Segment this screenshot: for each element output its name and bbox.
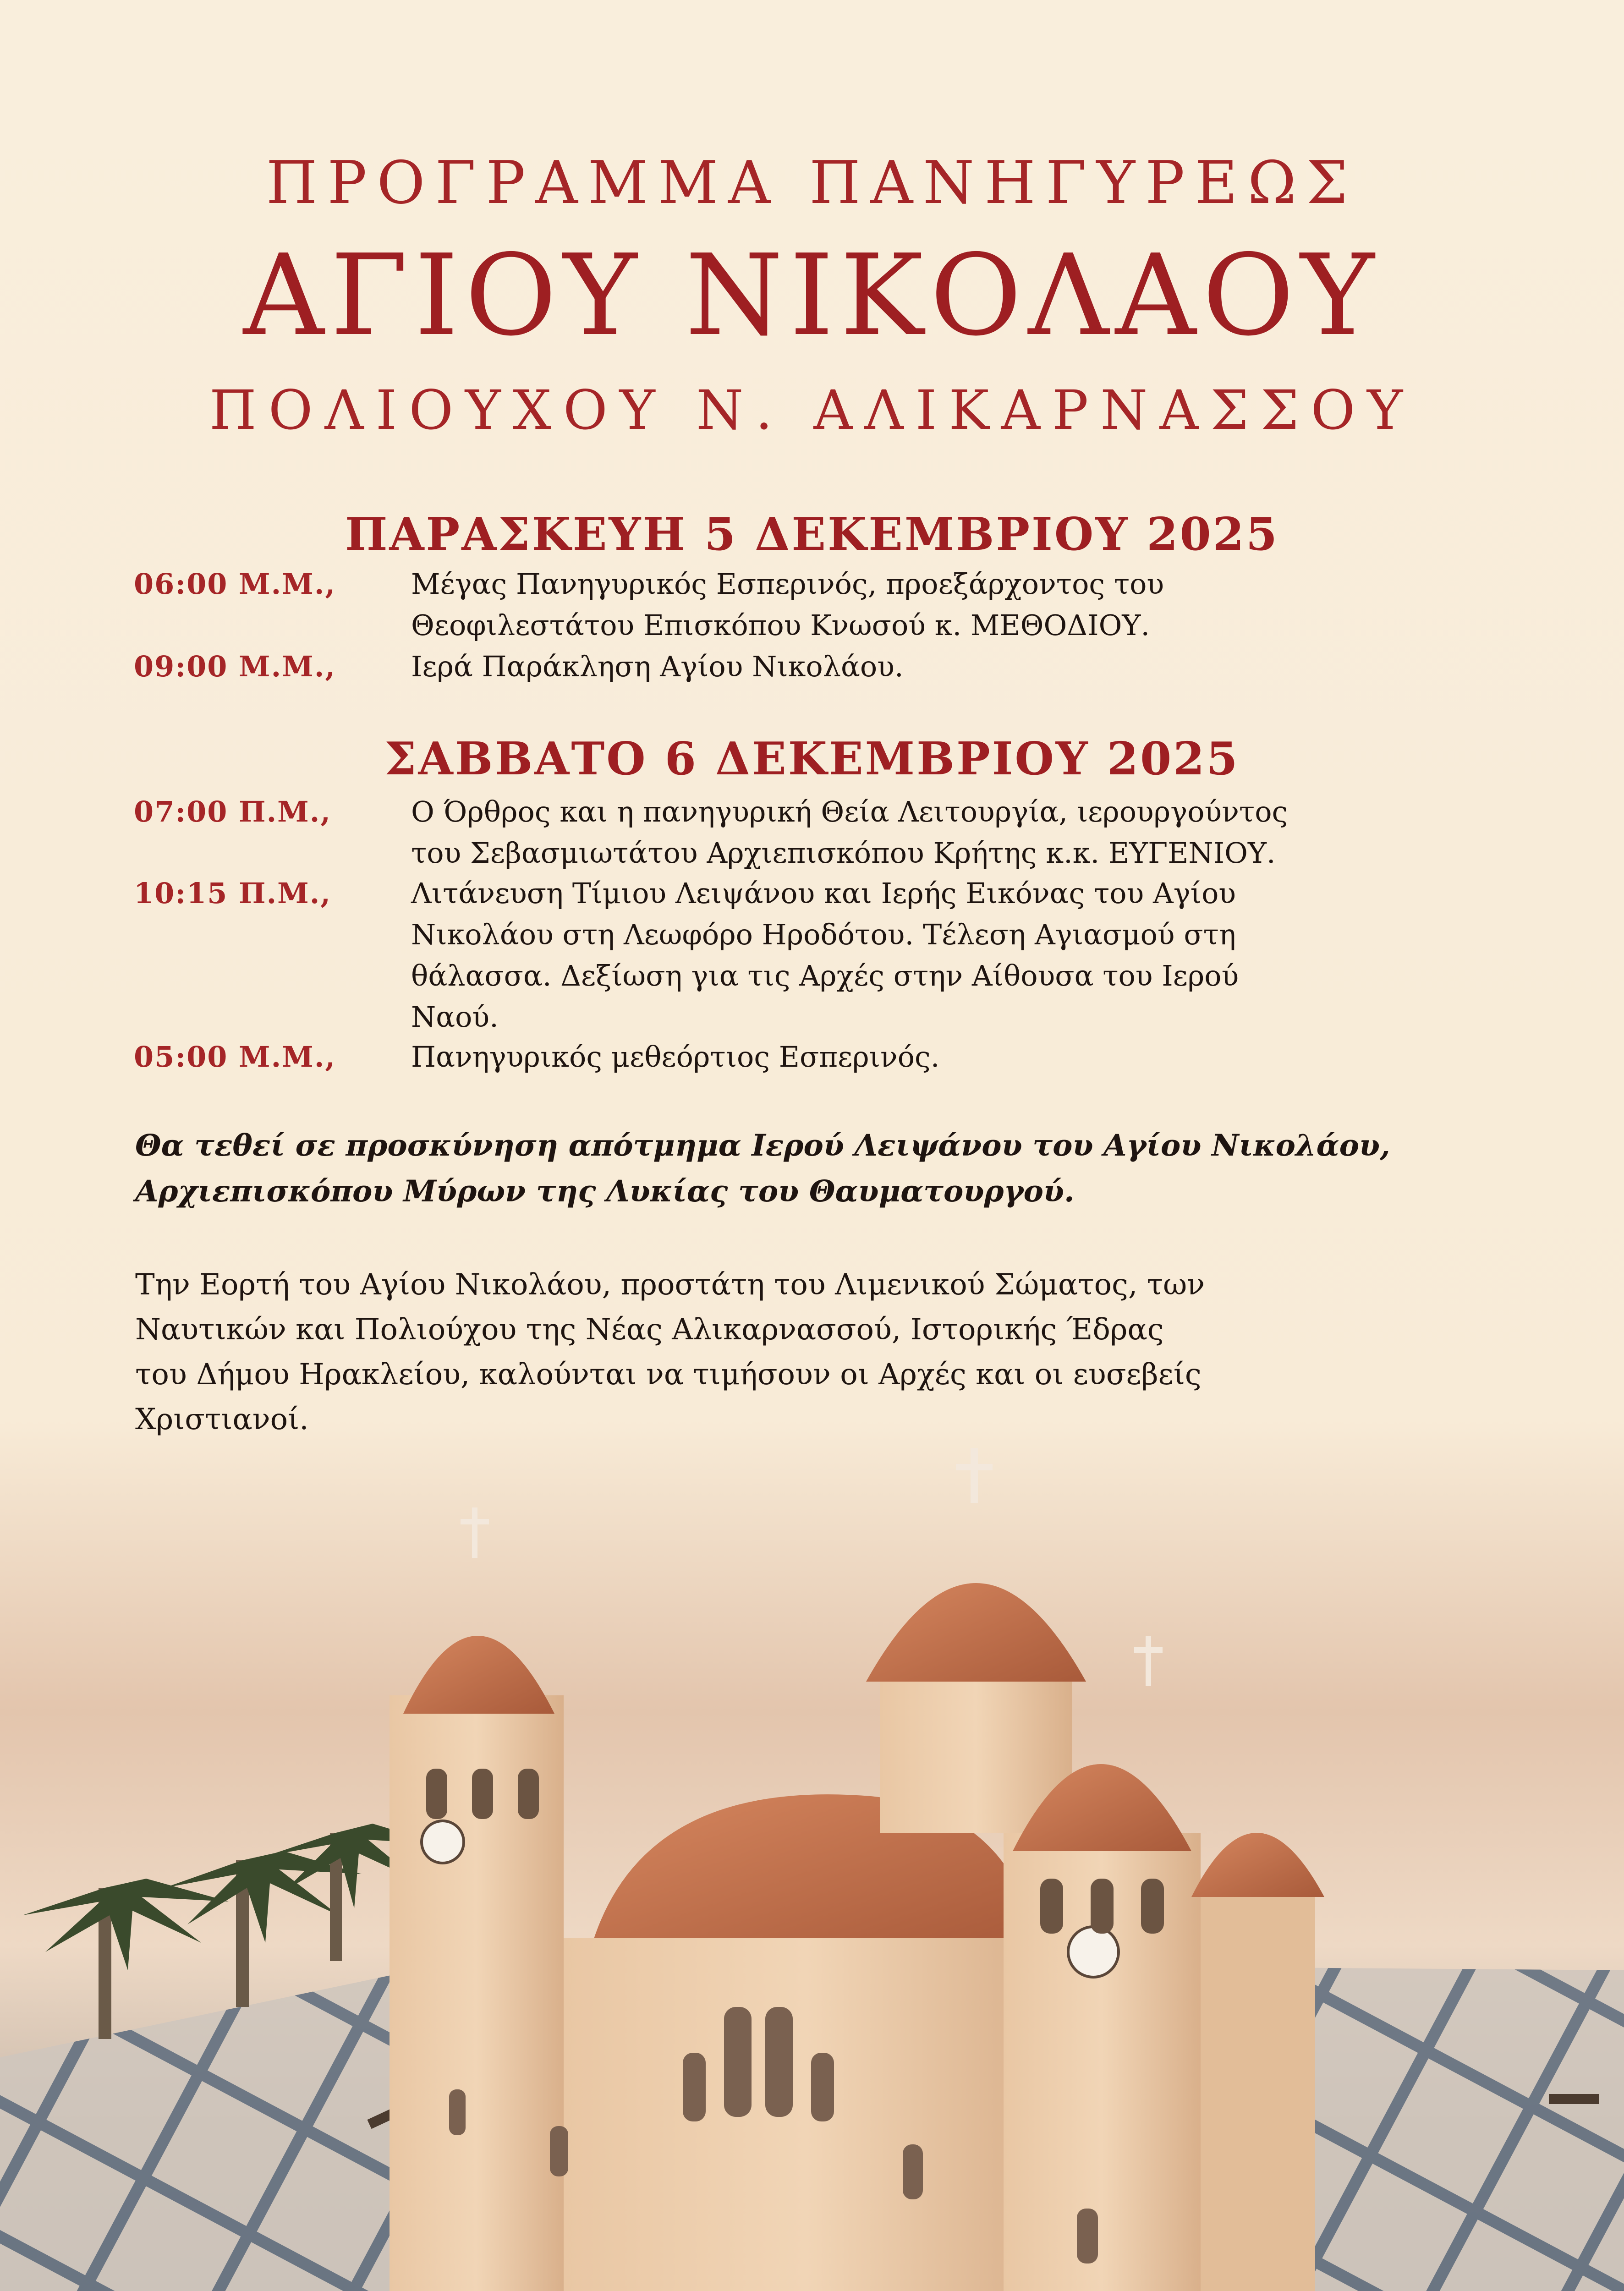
patron-subtitle: ΠΟΛΙΟΥΧΟΥ Ν. ΑΛΙΚΑΡΝΑΣΣΟΥ bbox=[209, 378, 1415, 442]
event-time: 09:00 Μ.Μ., bbox=[134, 650, 336, 683]
day1-title: ΠΑΡΑΣΚΕΥΗ 5 ΔΕΚΕΜΒΡΙΟΥ 2025 bbox=[345, 508, 1279, 561]
program-title: ΠΡΟΓΡΑΜΜΑ ΠΑΝΗΓΥΡΕΩΣ bbox=[266, 149, 1358, 217]
event-description bbox=[411, 1036, 1479, 1078]
saint-name-title: ΑΓΙΟΥ ΝΙΚΟΛΑΟΥ bbox=[243, 230, 1381, 361]
event-line: Λιτάνευση Τίμιου Λειψάνου και Ιερής Εικόνας του Αγίου bbox=[411, 877, 1236, 910]
relic-announcement bbox=[135, 1123, 1510, 1214]
invitation-line: Χριστιανοί. bbox=[135, 1403, 309, 1436]
church-photo bbox=[0, 1420, 1624, 2291]
poster-header bbox=[0, 147, 1624, 444]
day2-title: ΣΑΒΒΑΤΟ 6 ΔΕΚΕΜΒΡΙΟΥ 2025 bbox=[384, 733, 1240, 785]
event-line: Νικολάου στη Λεωφόρο Ηροδότου. Τέλεση Αγιασμού στη bbox=[411, 918, 1236, 951]
event-line: Θεοφιλεστάτου Επισκόπου Κνωσού κ. ΜΕΘΟΔΙΟΥ. bbox=[411, 608, 1150, 642]
invitation-paragraph bbox=[135, 1262, 1464, 1442]
invitation-line: του Δήμου Ηρακλείου, καλούνται να τιμήσουν οι Αρχές και οι ευσεβείς bbox=[135, 1358, 1202, 1392]
event-line: του Σεβασμιωτάτου Αρχιεπισκόπου Κρήτης κ.κ. ΕΥΓΕΝΙΟΥ. bbox=[411, 836, 1276, 870]
invitation-line: Ναυτικών και Πολιούχου της Νέας Αλικαρνασσού, Ιστορικής Έδρας bbox=[135, 1313, 1164, 1347]
event-line: Μέγας Πανηγυρικός Εσπερινός, προεξάρχοντος του bbox=[411, 567, 1164, 601]
event-time: 05:00 Μ.Μ., bbox=[134, 1040, 336, 1074]
event-line: Ο Όρθρος και η πανηγυρική Θεία Λειτουργία, ιερουργούντος bbox=[411, 795, 1288, 828]
event-time: 10:15 Π.Μ., bbox=[134, 877, 331, 910]
event-description bbox=[411, 791, 1479, 874]
event-line: Πανηγυρικός μεθεόρτιος Εσπερινός. bbox=[411, 1040, 940, 1074]
relic-line: Θα τεθεί σε προσκύνηση απότμημα Ιερού Λειψάνου του Αγίου Νικολάου, bbox=[135, 1128, 1390, 1163]
event-line: Ναού. bbox=[411, 1000, 499, 1034]
event-time: 07:00 Π.Μ., bbox=[134, 795, 331, 828]
event-line: θάλασσα. Δεξίωση για τις Αρχές στην Αίθουσα του Ιερού bbox=[411, 959, 1239, 992]
event-line: Ιερά Παράκληση Αγίου Νικολάου. bbox=[411, 650, 904, 683]
invitation-line: Την Εορτή του Αγίου Νικολάου, προστάτη του Λιμενικού Σώματος, των bbox=[135, 1268, 1205, 1302]
event-description bbox=[411, 646, 1479, 687]
relic-line: Αρχιεπισκόπου Μύρων της Λυκίας του Θαυματουργού. bbox=[135, 1174, 1075, 1209]
event-description bbox=[411, 873, 1479, 1038]
event-time: 06:00 Μ.Μ., bbox=[134, 567, 336, 601]
event-description bbox=[411, 564, 1479, 646]
